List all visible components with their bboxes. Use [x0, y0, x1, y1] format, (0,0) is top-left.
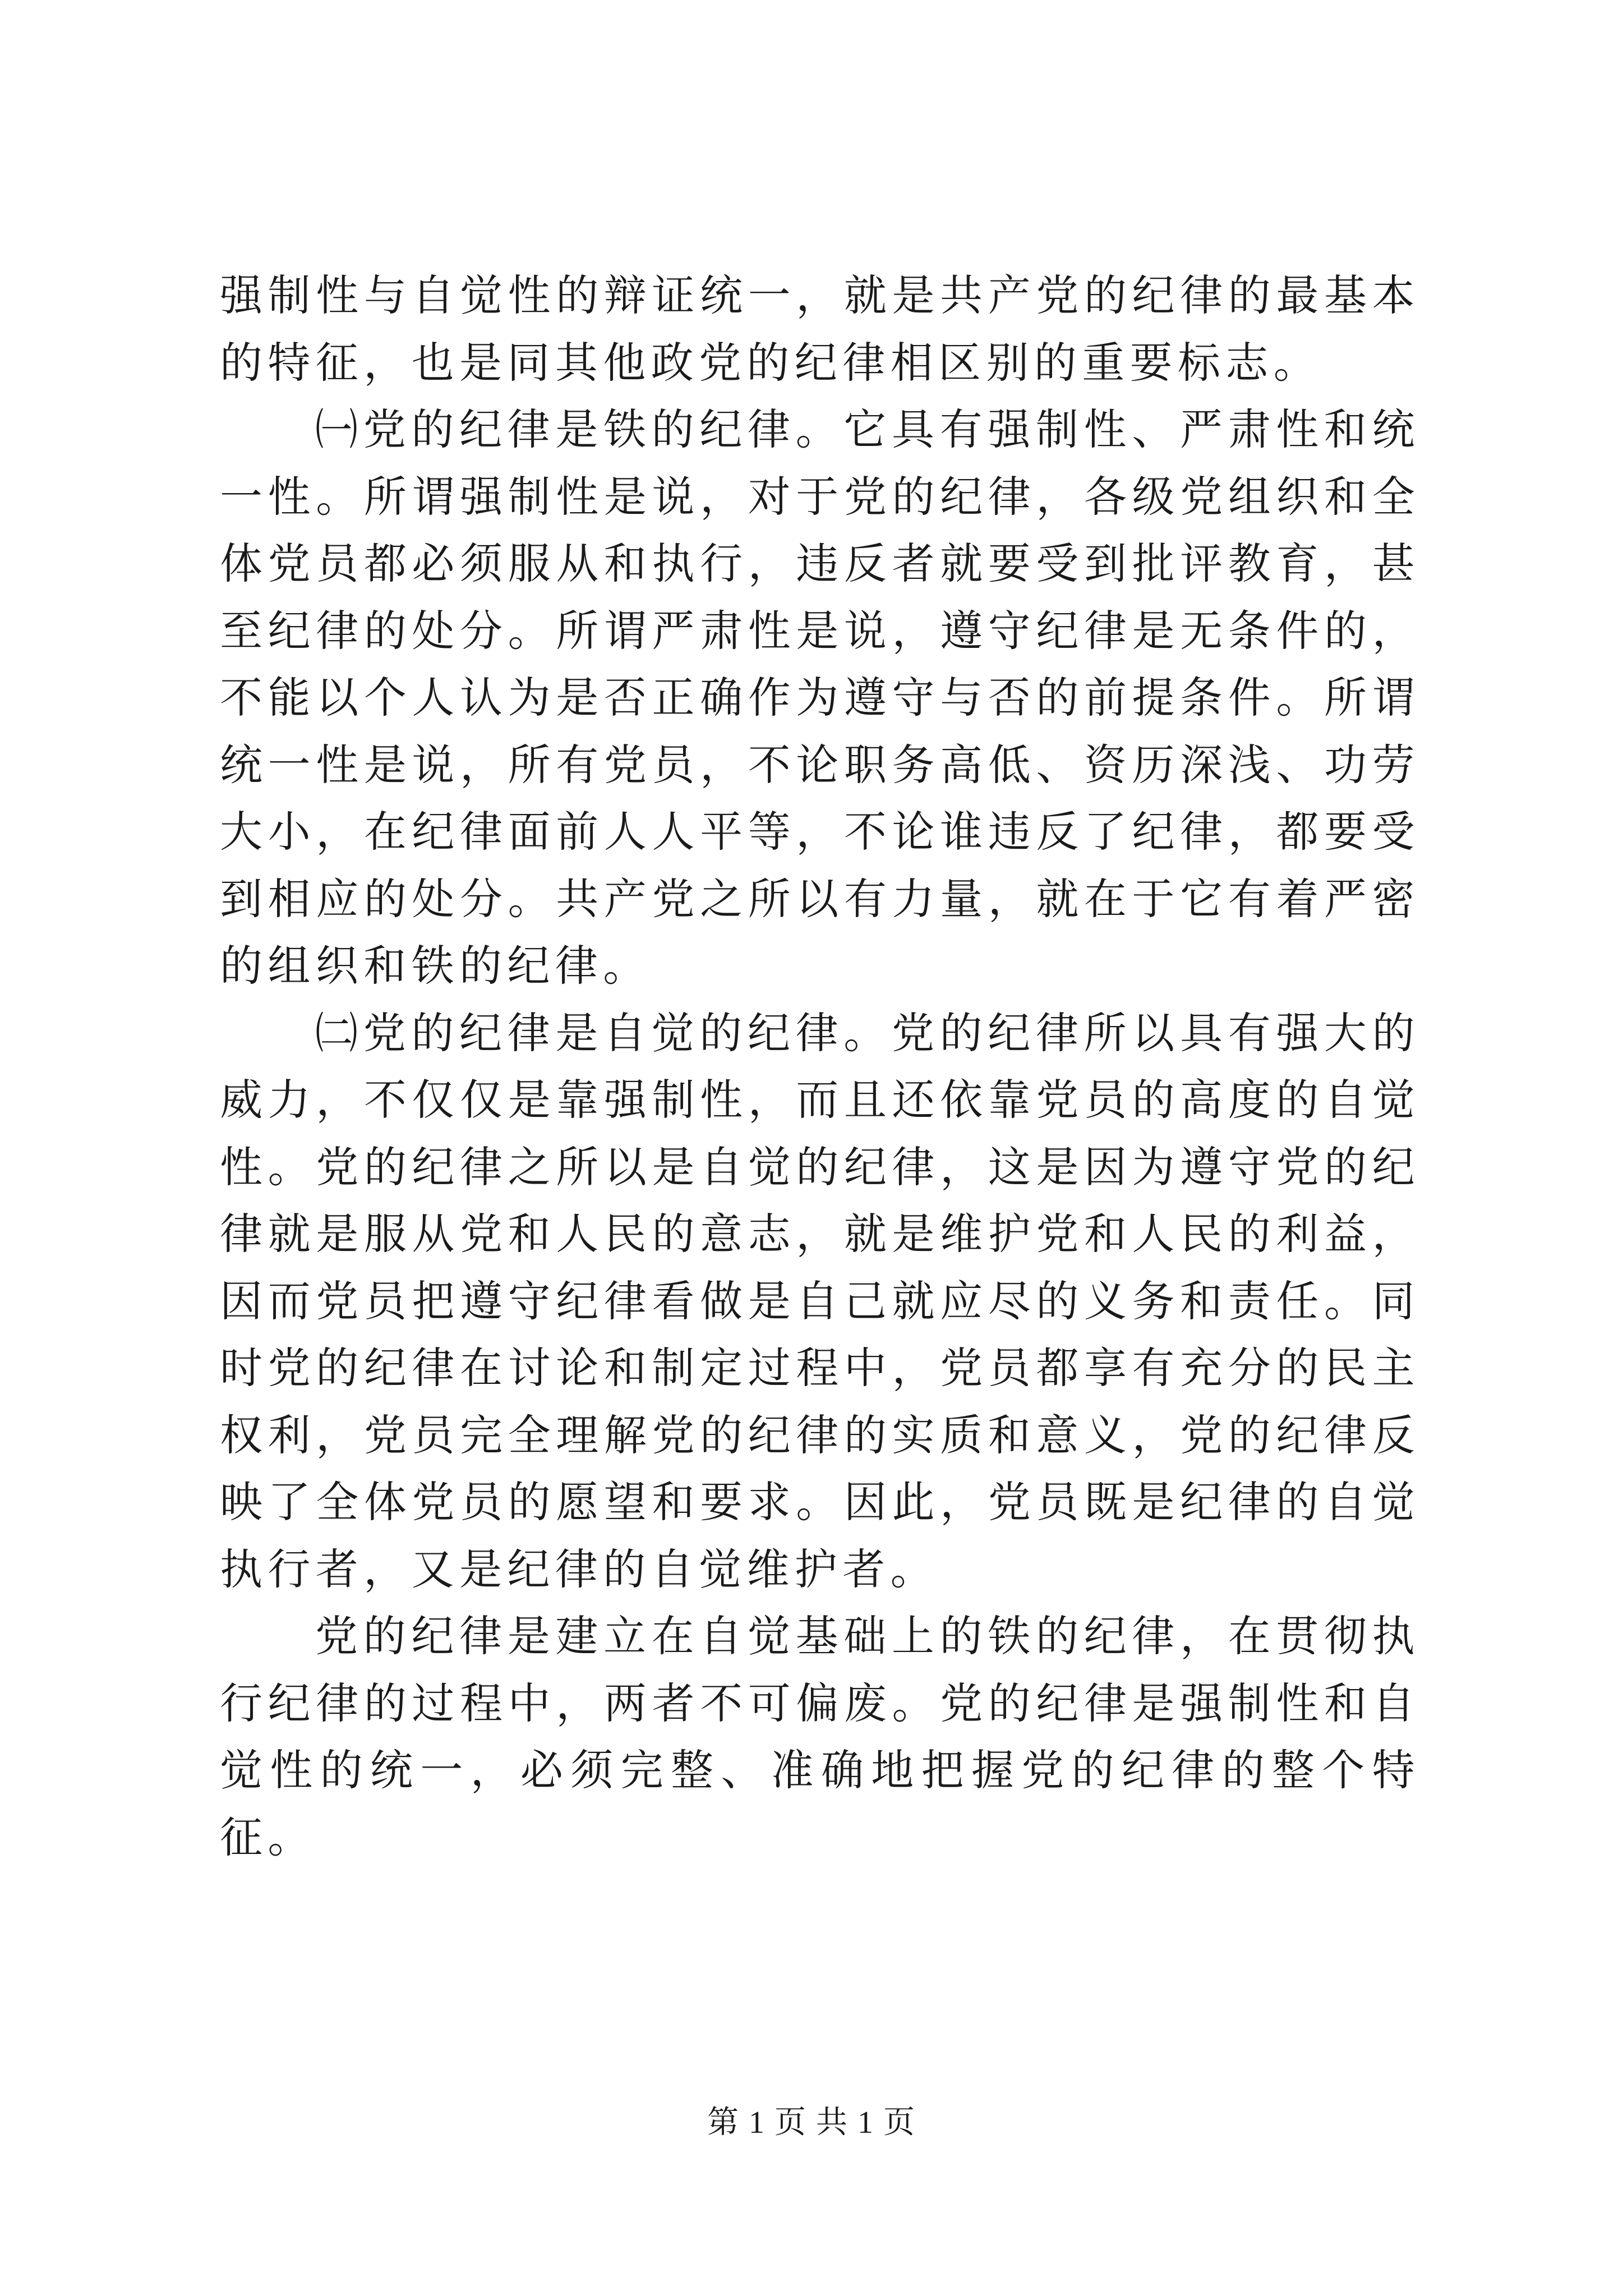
paragraph-iron-discipline: ㈠党的纪律是铁的纪律。它具有强制性、严肃性和统一性。所谓强制性是说，对于党的纪律，各级党组织和全体党员都必须服从和执行，违反者就要受到批评教育，甚至纪律的处分。所谓严肃性是说，遵守纪律是无条件的，不能以个人认为是否正确作为遵守与否的前提条件。所谓统一性是说，所有党员，不论职务高低、资历深浅、功劳大小，在纪律面前人人平等，不论谁违反了纪律，都要受到相应的处分。共产党之所以有力量，就在于它有着严密的组织和铁的纪律。 [220, 404, 1420, 991]
paragraph-intro: 强制性与自觉性的辩证统一，就是共产党的纪律的最基本的特征，也是同其他政党的纪律相区别的重要标志。 [220, 270, 1420, 388]
document-body [220, 262, 1420, 1871]
paragraph-conscious-discipline: ㈡党的纪律是自觉的纪律。党的纪律所以具有强大的威力，不仅仅是靠强制性，而且还依靠党员的高度的自觉性。党的纪律之所以是自觉的纪律，这是因为遵守党的纪律就是服从党和人民的意志，就是维护党和人民的利益，因而党员把遵守纪律看做是自己就应尽的义务和责任。同时党的纪律在讨论和制定过程中，党员都享有充分的民主权利，党员完全理解党的纪律的实质和意义，党的纪律反映了全体党员的愿望和要求。因此，党员既是纪律的自觉执行者，又是纪律的自觉维护者。 [220, 1007, 1420, 1594]
paragraph-conclusion: 党的纪律是建立在自觉基础上的铁的纪律，在贯彻执行纪律的过程中，两者不可偏废。党的纪律是强制性和自觉性的统一，必须完整、准确地把握党的纪律的整个特征。 [220, 1611, 1420, 1862]
page-number-footer: 第 1 页 共 1 页 [707, 2105, 916, 2140]
